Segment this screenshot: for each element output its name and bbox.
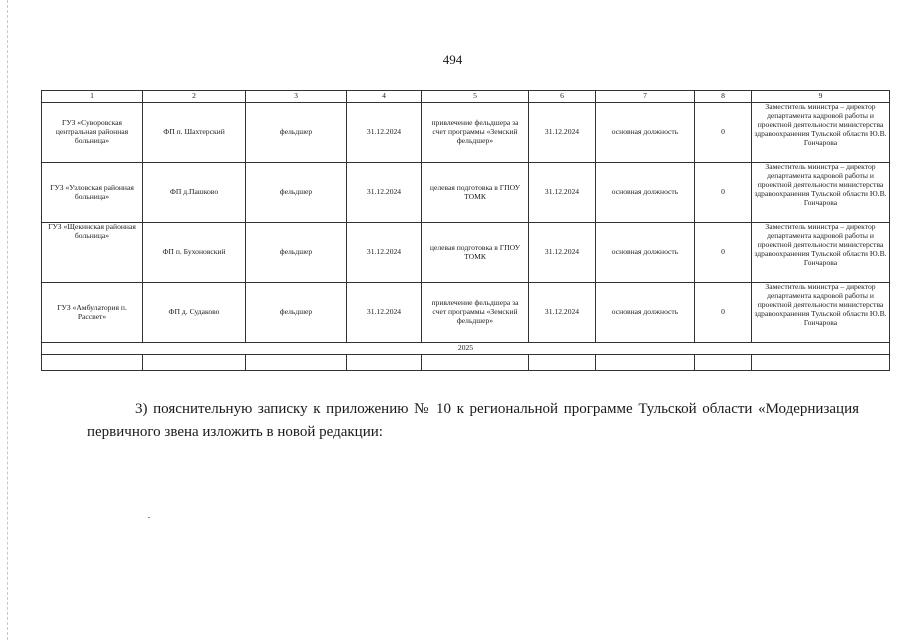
table-row <box>42 283 890 343</box>
scan-speck <box>148 517 150 518</box>
column-number: 5 <box>422 91 529 103</box>
institution-cell: ГУЗ «Щекинская районная больница» <box>42 223 143 283</box>
date-cell: 31.12.2024 <box>347 283 422 343</box>
staffing-table <box>41 90 890 371</box>
year-cell: 2025 <box>42 343 890 355</box>
institution-cell: ГУЗ «Узловская районная больница» <box>42 163 143 223</box>
empty-cell <box>347 355 422 371</box>
column-number: 6 <box>529 91 596 103</box>
responsible-cell: Заместитель министра – директор департамента кадровой работы и проектной деятельности министерства здравоохранения Тульской области Ю.В. Гончарова <box>752 103 890 163</box>
empty-cell <box>529 355 596 371</box>
position-cell: фельдшер <box>246 283 347 343</box>
employment-type-cell: основная должность <box>596 223 695 283</box>
institution-cell: ГУЗ «Амбулатория п. Рассвет» <box>42 283 143 343</box>
position-cell: фельдшер <box>246 163 347 223</box>
institution-cell: ГУЗ «Суворовская центральная районная больница» <box>42 103 143 163</box>
unit-cell: ФП п. Шахтерский <box>143 103 246 163</box>
empty-cell <box>246 355 347 371</box>
unit-cell: ФП д. Судаково <box>143 283 246 343</box>
measure-cell: привлечение фельдшера за счет программы «Земский фельдшер» <box>422 283 529 343</box>
employment-type-cell: основная должность <box>596 283 695 343</box>
empty-cell <box>42 355 143 371</box>
date-cell: 31.12.2024 <box>529 223 596 283</box>
table-row <box>42 163 890 223</box>
column-number: 2 <box>143 91 246 103</box>
empty-cell <box>596 355 695 371</box>
responsible-cell: Заместитель министра – директор департамента кадровой работы и проектной деятельности министерства здравоохранения Тульской области Ю.В. Гончарова <box>752 223 890 283</box>
responsible-cell: Заместитель министра – директор департамента кадровой работы и проектной деятельности министерства здравоохранения Тульской области Ю.В. Гончарова <box>752 283 890 343</box>
column-number: 4 <box>347 91 422 103</box>
measure-cell: целевая подготовка в ГПОУ ТОМК <box>422 163 529 223</box>
empty-row <box>42 355 890 371</box>
date-cell: 31.12.2024 <box>347 223 422 283</box>
measure-cell: привлечение фельдшера за счет программы «Земский фельдшер» <box>422 103 529 163</box>
column-number: 1 <box>42 91 143 103</box>
count-cell: 0 <box>695 163 752 223</box>
employment-type-cell: основная должность <box>596 103 695 163</box>
page-number: 494 <box>442 52 463 67</box>
empty-cell <box>422 355 529 371</box>
position-cell: фельдшер <box>246 103 347 163</box>
empty-cell <box>143 355 246 371</box>
table-row <box>42 223 890 283</box>
column-number: 7 <box>596 91 695 103</box>
count-cell: 0 <box>695 223 752 283</box>
year-row <box>42 343 890 355</box>
date-cell: 31.12.2024 <box>347 103 422 163</box>
unit-cell: ФП п. Бухоновский <box>143 223 246 283</box>
column-number: 8 <box>695 91 752 103</box>
measure-cell: целевая подготовка в ГПОУ ТОМК <box>422 223 529 283</box>
unit-cell: ФП д.Пашково <box>143 163 246 223</box>
empty-cell <box>752 355 890 371</box>
count-cell: 0 <box>695 283 752 343</box>
column-number: 9 <box>752 91 890 103</box>
date-cell: 31.12.2024 <box>529 283 596 343</box>
count-cell: 0 <box>695 103 752 163</box>
date-cell: 31.12.2024 <box>529 163 596 223</box>
column-number: 3 <box>246 91 347 103</box>
table-row <box>42 103 890 163</box>
employment-type-cell: основная должность <box>596 163 695 223</box>
date-cell: 31.12.2024 <box>347 163 422 223</box>
responsible-cell: Заместитель министра – директор департамента кадровой работы и проектной деятельности министерства здравоохранения Тульской области Ю.В. Гончарова <box>752 163 890 223</box>
position-cell: фельдшер <box>246 223 347 283</box>
table-header-row <box>42 91 890 103</box>
empty-cell <box>695 355 752 371</box>
explanatory-paragraph: 3) пояснительную записку к приложению № 10 к региональной программе Тульской области «Модернизация первичного звена изложить в новой редакции: <box>87 401 859 440</box>
left-margin-marks <box>7 0 10 640</box>
date-cell: 31.12.2024 <box>529 103 596 163</box>
